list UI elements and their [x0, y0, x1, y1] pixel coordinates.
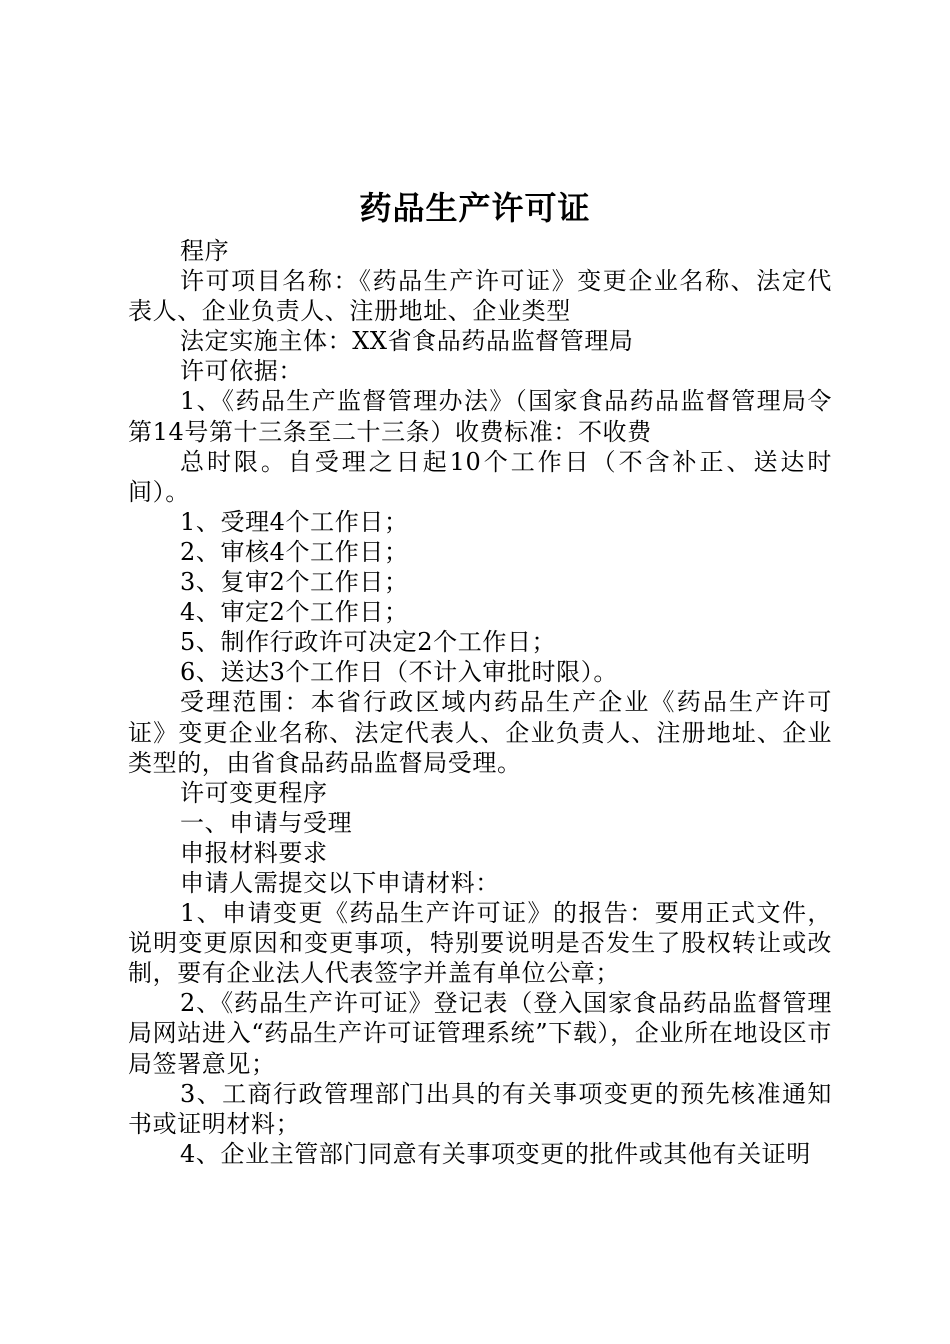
paragraph: 许可依据：: [180, 357, 303, 386]
paragraph: 5、制作行政许可决定2个工作日；: [180, 628, 557, 657]
paragraph: 受理范围：本省行政区域内药品生产企业《药品生产许可证》变更企业名称、法定代表人、企业负责人、注册地址、企业类型的，由省食品药品监督局受理。: [128, 688, 832, 777]
paragraph: 申请人需提交以下申请材料：: [180, 868, 500, 897]
paragraph: 程序: [180, 237, 230, 265]
paragraph: 法定实施主体：XX省食品药品监督管理局: [180, 327, 634, 356]
document-title: 药品生产许可证: [359, 189, 591, 227]
paragraph: 1、受理4个工作日；: [180, 507, 409, 536]
paragraph: 总时限。自受理之日起10个工作日（不含补正、送达时间）。: [128, 447, 832, 506]
paragraph: 一、申请与受理: [180, 808, 353, 837]
paragraph: 4、审定2个工作日；: [180, 598, 409, 627]
paragraph: 2、《药品生产许可证》登记表（登入国家食品药品监督管理局网站进入“药品生产许可证管理系统”下载），企业所在地设区市局签署意见；: [128, 989, 832, 1078]
paragraph: 6、送达3个工作日（不计入审批时限）。: [180, 658, 618, 687]
paragraph: 2、审核4个工作日；: [180, 537, 409, 566]
paragraph: 许可项目名称：《药品生产许可证》变更企业名称、法定代表人、企业负责人、注册地址、企业类型: [128, 267, 832, 326]
paragraph: 1、申请变更《药品生产许可证》的报告：要用正式文件，说明变更原因和变更事项，特别要说明是否发生了股权转让或改制，要有企业法人代表签字并盖有单位公章；: [128, 899, 832, 988]
paragraph: 申报材料要求: [180, 838, 328, 867]
document-body: [128, 236, 832, 1169]
paragraph: 1、《药品生产监督管理办法》（国家食品药品监督管理局令第14号第十三条至二十三条）收费标准：不收费: [128, 387, 832, 446]
paragraph: 许可变更程序: [180, 778, 328, 807]
paragraph: 3、工商行政管理部门出具的有关事项变更的预先核准通知书或证明材料；: [128, 1079, 832, 1138]
paragraph: 3、复审2个工作日；: [180, 568, 409, 597]
paragraph: 4、企业主管部门同意有关事项变更的批件或其他有关证明: [180, 1139, 811, 1168]
